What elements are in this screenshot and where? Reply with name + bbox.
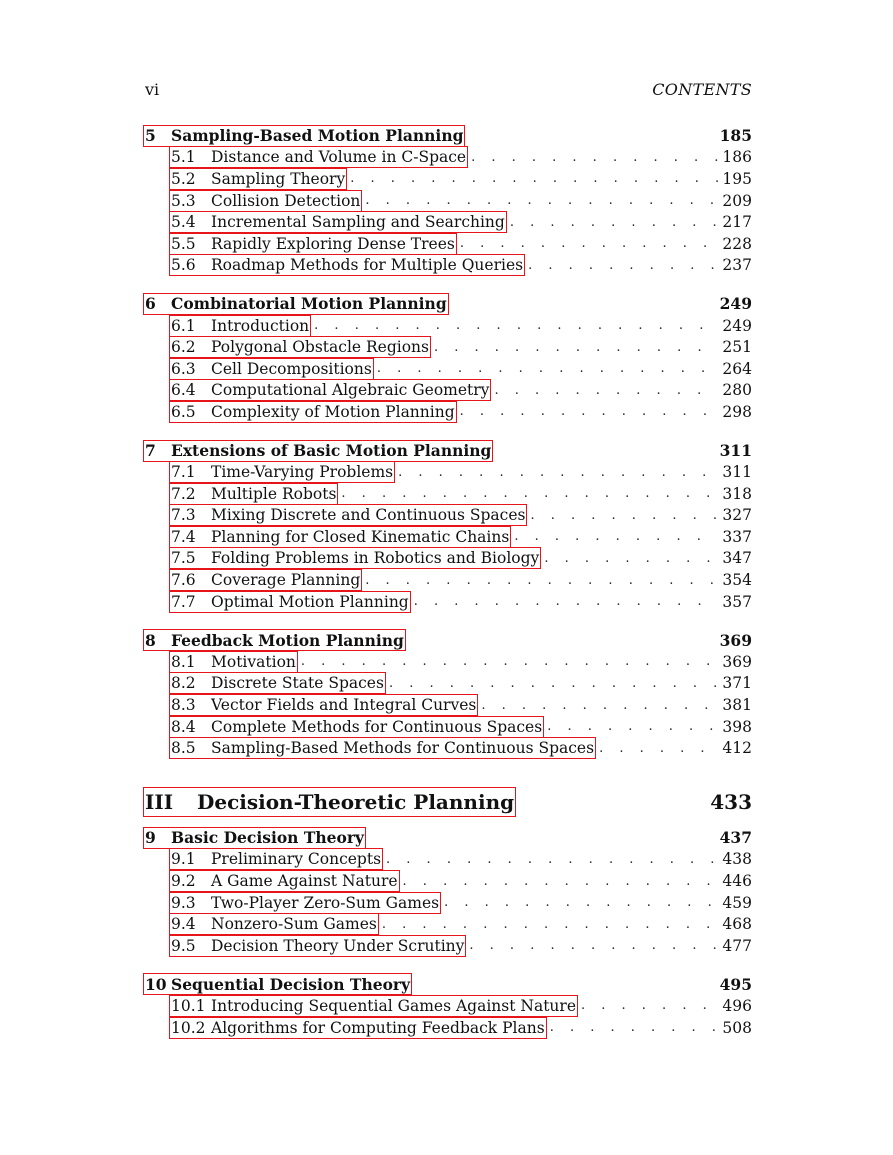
section-entry bbox=[145, 913, 752, 935]
section-entry bbox=[145, 935, 752, 957]
section-title: Discrete State Spaces bbox=[211, 674, 384, 693]
header-page-number: vi bbox=[145, 80, 160, 99]
section-number: 5.3 bbox=[171, 191, 196, 210]
section-link[interactable] bbox=[170, 359, 373, 379]
section-number: 10.1 bbox=[171, 996, 206, 1015]
section-page-number: 354 bbox=[722, 571, 752, 590]
part-page-number: 433 bbox=[710, 790, 752, 815]
section-link[interactable] bbox=[170, 871, 399, 891]
chapter-entry bbox=[145, 440, 752, 462]
chapter-link[interactable] bbox=[144, 294, 448, 314]
toc-chapter bbox=[145, 827, 752, 957]
section-number: 6.4 bbox=[171, 381, 196, 400]
section-entry bbox=[145, 870, 752, 892]
section-entry bbox=[145, 358, 752, 380]
section-link[interactable] bbox=[170, 936, 465, 956]
section-number: 9.3 bbox=[171, 893, 196, 912]
section-page-number: 371 bbox=[722, 674, 752, 693]
section-number: 9.4 bbox=[171, 915, 196, 934]
section-page-number: 311 bbox=[722, 463, 752, 482]
section-entry bbox=[145, 591, 752, 613]
section-title: Computational Algebraic Geometry bbox=[211, 381, 490, 400]
leader-dots bbox=[460, 236, 718, 251]
leader-dots bbox=[434, 340, 718, 355]
section-link[interactable] bbox=[170, 147, 467, 167]
section-entry bbox=[145, 505, 752, 527]
leader-dots bbox=[471, 150, 718, 165]
part-entry bbox=[145, 787, 752, 817]
section-title: Planning for Closed Kinematic Chains bbox=[211, 527, 510, 546]
section-page-number: 186 bbox=[722, 148, 752, 167]
section-title: Two-Player Zero-Sum Games bbox=[211, 893, 440, 912]
leader-dots bbox=[341, 486, 718, 501]
section-entry bbox=[145, 336, 752, 358]
section-title: Optimal Motion Planning bbox=[211, 592, 409, 611]
section-entry bbox=[145, 526, 752, 548]
section-number: 7.2 bbox=[171, 484, 196, 503]
chapter-link[interactable] bbox=[144, 441, 492, 461]
section-title: Complete Methods for Continuous Spaces bbox=[211, 717, 543, 736]
chapter-page-number: 495 bbox=[719, 974, 752, 994]
chapter-page-number: 311 bbox=[719, 441, 752, 461]
section-title: Preliminary Concepts bbox=[211, 850, 382, 869]
section-number: 7.4 bbox=[171, 527, 196, 546]
chapter-title: Basic Decision Theory bbox=[171, 828, 365, 848]
section-entry bbox=[145, 401, 752, 423]
leader-dots bbox=[581, 998, 718, 1013]
section-entry bbox=[145, 168, 752, 190]
chapter-gap bbox=[145, 423, 752, 440]
section-title: Algorithms for Computing Feedback Plans bbox=[211, 1018, 545, 1037]
section-page-number: 398 bbox=[722, 717, 752, 736]
section-title: A Game Against Nature bbox=[211, 872, 398, 891]
leader-dots bbox=[550, 1020, 718, 1035]
section-entry bbox=[145, 849, 752, 871]
section-entry bbox=[145, 233, 752, 255]
page-header bbox=[145, 80, 752, 102]
section-title: Multiple Robots bbox=[211, 484, 337, 503]
section-link[interactable] bbox=[170, 1018, 546, 1038]
section-link[interactable] bbox=[170, 717, 543, 737]
leader-dots bbox=[398, 465, 718, 480]
section-title: Sampling-Based Methods for Continuous Spaces bbox=[211, 739, 595, 758]
section-link[interactable] bbox=[170, 484, 337, 504]
section-page-number: 318 bbox=[722, 484, 752, 503]
section-page-number: 237 bbox=[722, 256, 752, 275]
section-page-number: 251 bbox=[722, 338, 752, 357]
section-page-number: 508 bbox=[722, 1018, 752, 1037]
section-page-number: 369 bbox=[722, 652, 752, 671]
chapter-page-number: 369 bbox=[719, 630, 752, 650]
section-page-number: 217 bbox=[722, 213, 752, 232]
section-number: 5.1 bbox=[171, 148, 196, 167]
chapter-gap bbox=[145, 957, 752, 974]
chapter-title: Feedback Motion Planning bbox=[171, 630, 404, 650]
section-title: Coverage Planning bbox=[211, 571, 361, 590]
section-link[interactable] bbox=[170, 337, 430, 357]
chapter-gap bbox=[145, 276, 752, 293]
section-entry bbox=[145, 380, 752, 402]
leader-dots bbox=[494, 383, 718, 398]
part-link[interactable] bbox=[144, 788, 515, 816]
chapter-title: Extensions of Basic Motion Planning bbox=[171, 441, 492, 461]
section-number: 8.1 bbox=[171, 652, 196, 671]
section-link[interactable] bbox=[170, 255, 524, 275]
section-page-number: 496 bbox=[722, 996, 752, 1015]
section-page-number: 446 bbox=[722, 872, 752, 891]
chapter-title: Sequential Decision Theory bbox=[171, 974, 411, 994]
section-title: Sampling Theory bbox=[211, 169, 346, 188]
chapter-link[interactable] bbox=[144, 828, 365, 848]
chapter-link[interactable] bbox=[144, 974, 411, 994]
section-title: Rapidly Exploring Dense Trees bbox=[211, 234, 455, 253]
section-link[interactable] bbox=[170, 380, 490, 400]
leader-dots bbox=[414, 594, 718, 609]
section-entry bbox=[145, 737, 752, 759]
section-entry bbox=[145, 548, 752, 570]
toc-chapter bbox=[145, 974, 752, 1039]
section-title: Motivation bbox=[211, 652, 296, 671]
section-link[interactable] bbox=[170, 914, 378, 934]
section-page-number: 438 bbox=[722, 850, 752, 869]
section-title: Introduction bbox=[211, 316, 310, 335]
section-link[interactable] bbox=[170, 169, 346, 189]
section-link[interactable] bbox=[170, 738, 595, 758]
section-entry bbox=[145, 255, 752, 277]
section-title: Complexity of Motion Planning bbox=[211, 402, 455, 421]
leader-dots bbox=[365, 573, 718, 588]
chapter-gap bbox=[145, 612, 752, 629]
section-entry bbox=[145, 995, 752, 1017]
section-page-number: 298 bbox=[722, 402, 752, 421]
leader-dots bbox=[444, 895, 718, 910]
section-page-number: 381 bbox=[722, 696, 752, 715]
section-number: 8.2 bbox=[171, 674, 196, 693]
chapter-entry bbox=[145, 629, 752, 651]
section-entry bbox=[145, 892, 752, 914]
section-number: 5.4 bbox=[171, 213, 196, 232]
section-entry bbox=[145, 716, 752, 738]
chapter-title: Combinatorial Motion Planning bbox=[171, 294, 447, 314]
section-number: 6.1 bbox=[171, 316, 196, 335]
section-number: 8.3 bbox=[171, 696, 196, 715]
section-number: 6.3 bbox=[171, 359, 196, 378]
section-link[interactable] bbox=[170, 191, 361, 211]
section-entry bbox=[145, 694, 752, 716]
section-entry bbox=[145, 190, 752, 212]
leader-dots bbox=[377, 361, 718, 376]
section-link[interactable] bbox=[170, 527, 510, 547]
section-title: Polygonal Obstacle Regions bbox=[211, 338, 429, 357]
section-page-number: 347 bbox=[722, 549, 752, 568]
section-page-number: 337 bbox=[722, 527, 752, 546]
chapter-number: 10 bbox=[145, 974, 167, 994]
section-page-number: 264 bbox=[722, 359, 752, 378]
section-title: Time-Varying Problems bbox=[211, 463, 394, 482]
section-link[interactable] bbox=[170, 893, 440, 913]
section-link[interactable] bbox=[170, 212, 506, 232]
section-page-number: 228 bbox=[722, 234, 752, 253]
section-number: 8.4 bbox=[171, 717, 196, 736]
section-title: Vector Fields and Integral Curves bbox=[211, 696, 477, 715]
chapter-page-number: 437 bbox=[719, 828, 752, 848]
section-link[interactable] bbox=[170, 592, 410, 612]
leader-dots bbox=[382, 917, 718, 932]
section-number: 6.2 bbox=[171, 338, 196, 357]
section-page-number: 357 bbox=[722, 592, 752, 611]
chapter-link[interactable] bbox=[144, 126, 464, 146]
table-of-contents bbox=[145, 125, 752, 1038]
part-gap bbox=[145, 759, 752, 787]
section-link[interactable] bbox=[170, 996, 577, 1016]
section-entry bbox=[145, 461, 752, 483]
section-number: 5.5 bbox=[171, 234, 196, 253]
section-entry bbox=[145, 315, 752, 337]
section-title: Distance and Volume in C-Space bbox=[211, 148, 467, 167]
section-page-number: 412 bbox=[722, 739, 752, 758]
section-page-number: 249 bbox=[722, 316, 752, 335]
section-title: Incremental Sampling and Searching bbox=[211, 213, 505, 232]
leader-dots bbox=[481, 698, 718, 713]
leader-dots bbox=[403, 874, 718, 889]
section-entry bbox=[145, 211, 752, 233]
section-link[interactable] bbox=[170, 462, 394, 482]
section-link[interactable] bbox=[170, 849, 382, 869]
chapter-link[interactable] bbox=[144, 630, 405, 650]
section-title: Folding Problems in Robotics and Biology bbox=[211, 549, 540, 568]
toc-chapter bbox=[145, 629, 752, 759]
section-number: 7.1 bbox=[171, 463, 196, 482]
chapter-number: 8 bbox=[145, 630, 156, 650]
toc-chapter bbox=[145, 125, 752, 276]
section-link[interactable] bbox=[170, 652, 297, 672]
section-page-number: 327 bbox=[722, 506, 752, 525]
section-title: Decision Theory Under Scrutiny bbox=[211, 936, 465, 955]
section-title: Cell Decompositions bbox=[211, 359, 372, 378]
section-entry bbox=[145, 1017, 752, 1039]
section-entry bbox=[145, 147, 752, 169]
section-link[interactable] bbox=[170, 505, 526, 525]
chapter-title: Sampling-Based Motion Planning bbox=[171, 126, 464, 146]
leader-dots bbox=[314, 318, 718, 333]
section-number: 7.3 bbox=[171, 506, 196, 525]
section-page-number: 468 bbox=[722, 915, 752, 934]
leader-dots bbox=[599, 741, 718, 756]
leader-dots bbox=[530, 508, 718, 523]
leader-dots bbox=[389, 676, 718, 691]
section-number: 7.7 bbox=[171, 592, 196, 611]
section-entry bbox=[145, 569, 752, 591]
leader-dots bbox=[510, 215, 718, 230]
section-title: Collision Detection bbox=[211, 191, 361, 210]
leader-dots bbox=[544, 551, 718, 566]
leader-dots bbox=[528, 258, 718, 273]
part-title: Decision-Theoretic Planning bbox=[197, 790, 515, 815]
section-title: Nonzero-Sum Games bbox=[211, 915, 377, 934]
chapter-number: 9 bbox=[145, 828, 156, 848]
chapter-entry bbox=[145, 827, 752, 849]
leader-dots bbox=[469, 938, 718, 953]
leader-dots bbox=[365, 193, 718, 208]
leader-dots bbox=[514, 529, 718, 544]
section-number: 6.5 bbox=[171, 402, 196, 421]
leader-dots bbox=[460, 404, 718, 419]
section-page-number: 459 bbox=[722, 893, 752, 912]
section-entry bbox=[145, 483, 752, 505]
section-number: 9.2 bbox=[171, 872, 196, 891]
section-number: 8.5 bbox=[171, 739, 196, 758]
chapter-entry bbox=[145, 293, 752, 315]
section-page-number: 195 bbox=[722, 169, 752, 188]
section-number: 5.6 bbox=[171, 256, 196, 275]
chapter-entry bbox=[145, 974, 752, 996]
chapter-page-number: 185 bbox=[719, 126, 752, 146]
chapter-number: 6 bbox=[145, 294, 156, 314]
section-number: 7.5 bbox=[171, 549, 196, 568]
part-after-gap bbox=[145, 817, 752, 827]
leader-dots bbox=[350, 171, 718, 186]
section-link[interactable] bbox=[170, 570, 361, 590]
section-page-number: 209 bbox=[722, 191, 752, 210]
section-link[interactable] bbox=[170, 234, 456, 254]
chapter-number: 5 bbox=[145, 126, 156, 146]
leader-dots bbox=[301, 654, 718, 669]
section-number: 9.5 bbox=[171, 936, 196, 955]
section-number: 9.1 bbox=[171, 850, 196, 869]
section-number: 7.6 bbox=[171, 571, 196, 590]
chapter-page-number: 249 bbox=[719, 294, 752, 314]
section-link[interactable] bbox=[170, 695, 477, 715]
leader-dots bbox=[386, 852, 718, 867]
header-running-title: CONTENTS bbox=[652, 80, 752, 99]
section-number: 10.2 bbox=[171, 1018, 206, 1037]
toc-chapter bbox=[145, 293, 752, 423]
section-title: Introducing Sequential Games Against Nature bbox=[211, 996, 576, 1015]
chapter-entry bbox=[145, 125, 752, 147]
section-page-number: 477 bbox=[722, 936, 752, 955]
section-link[interactable] bbox=[170, 548, 540, 568]
section-title: Roadmap Methods for Multiple Queries bbox=[211, 256, 524, 275]
section-number: 5.2 bbox=[171, 169, 196, 188]
section-link[interactable] bbox=[170, 316, 310, 336]
toc-chapter bbox=[145, 440, 752, 613]
section-link[interactable] bbox=[170, 673, 385, 693]
section-title: Mixing Discrete and Continuous Spaces bbox=[211, 506, 526, 525]
leader-dots bbox=[547, 719, 718, 734]
section-entry bbox=[145, 673, 752, 695]
section-link[interactable] bbox=[170, 402, 456, 422]
section-page-number: 280 bbox=[722, 381, 752, 400]
section-entry bbox=[145, 651, 752, 673]
part-number: III bbox=[145, 790, 174, 815]
chapter-number: 7 bbox=[145, 441, 156, 461]
